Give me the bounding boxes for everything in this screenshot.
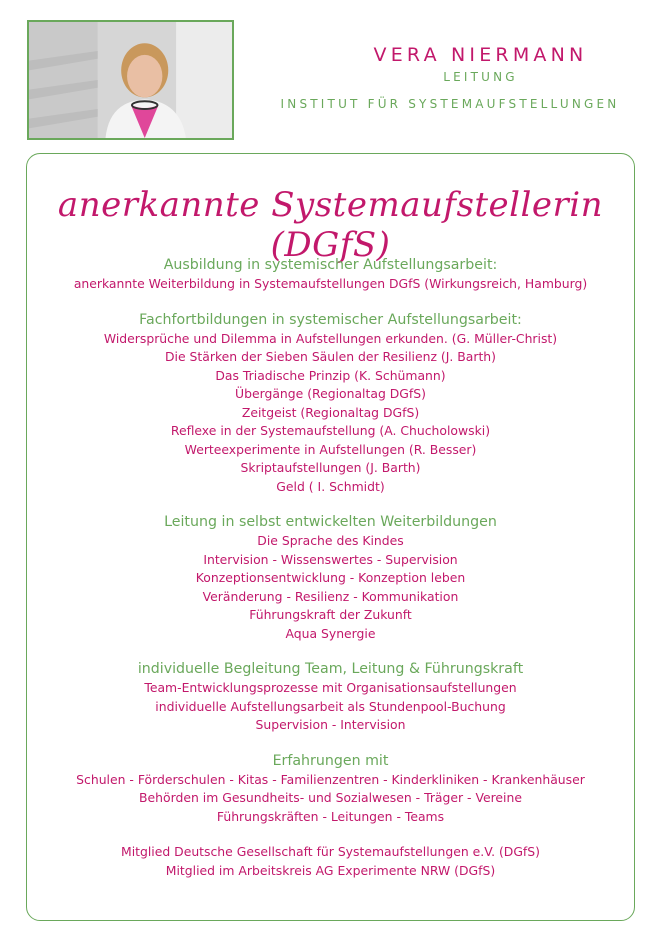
section-begleitung (26, 660, 635, 735)
section-fachfortbildungen (26, 311, 635, 497)
list-item: Übergänge (Regionaltag DGfS) (235, 386, 426, 401)
list-item: Skriptaufstellungen (J. Barth) (240, 460, 421, 475)
header-name: VERA NIERMANN (373, 44, 588, 66)
list-item: Die Stärken der Sieben Säulen der Resilienz (J. Barth) (164, 349, 496, 364)
list-item: Behörden im Gesundheits- und Sozialwesen - Träger - Vereine (139, 790, 522, 805)
list-item: Das Triadische Prinzip (K. Schümann) (215, 367, 446, 383)
header-institute: INSTITUT FÜR SYSTEMAUFSTELLUNGEN (280, 97, 620, 111)
membership-item: Mitglied im Arbeitskreis AG Experimente NRW (DGfS) (165, 862, 496, 878)
section-weiterbildungen (26, 513, 635, 643)
list-item: Supervision - Intervision (255, 717, 406, 732)
list-item: anerkannte Weiterbildung in Systemaufstellungen DGfS (Wirkungsreich, Hamburg) (73, 276, 588, 291)
list-item: Widersprüche und Dilemma in Aufstellungen erkunden. (G. Müller-Christ) (103, 330, 558, 346)
section-heading: Ausbildung in systemischer Aufstellungsarbeit: (163, 257, 498, 273)
header-role: LEITUNG (443, 70, 518, 84)
page-title: anerkannte Systemaufstellerin (DGfS) (57, 185, 604, 265)
list-item: Führungskraft der Zukunft (249, 607, 412, 622)
section-heading: individuelle Begleitung Team, Leitung & Führungskraft (137, 661, 524, 677)
list-item: Die Sprache des Kindes (257, 533, 404, 548)
content-body (26, 256, 635, 897)
list-item: Geld ( I. Schmidt) (276, 478, 385, 494)
section-heading: Fachfortbildungen in systemischer Aufstellungsarbeit: (139, 311, 522, 328)
section-membership (26, 843, 635, 880)
section-heading: Erfahrungen mit (272, 752, 389, 769)
section-ausbildung (26, 256, 635, 294)
list-item: Werteexperimente in Aufstellungen (R. Besser) (184, 441, 477, 457)
list-item: Führungskräften - Leitungen - Teams (216, 808, 445, 824)
list-item: individuelle Aufstellungsarbeit als Stundenpool-Buchung (155, 698, 506, 714)
membership-item: Mitglied Deutsche Gesellschaft für Systemaufstellungen e.V. (DGfS) (121, 844, 540, 859)
list-item: Team-Entwicklungsprozesse mit Organisationsaufstellungen (144, 680, 517, 695)
list-item: Intervision - Wissenswertes - Supervision (203, 551, 458, 567)
list-item: Schulen - Förderschulen - Kitas - Familienzentren - Kinderkliniken - Krankenhäuser (76, 771, 585, 787)
list-item: Zeitgeist (Regionaltag DGfS) (241, 404, 420, 420)
section-heading: Leitung in selbst entwickelten Weiterbildungen (164, 514, 497, 530)
list-item: Konzeptionsentwicklung - Konzeption leben (195, 570, 466, 585)
list-item: Reflexe in der Systemaufstellung (A. Chucholowski) (170, 423, 491, 438)
list-item: Veränderung - Resilienz - Kommunikation (202, 588, 459, 604)
section-erfahrungen (26, 752, 635, 827)
list-item: Aqua Synergie (285, 625, 376, 641)
